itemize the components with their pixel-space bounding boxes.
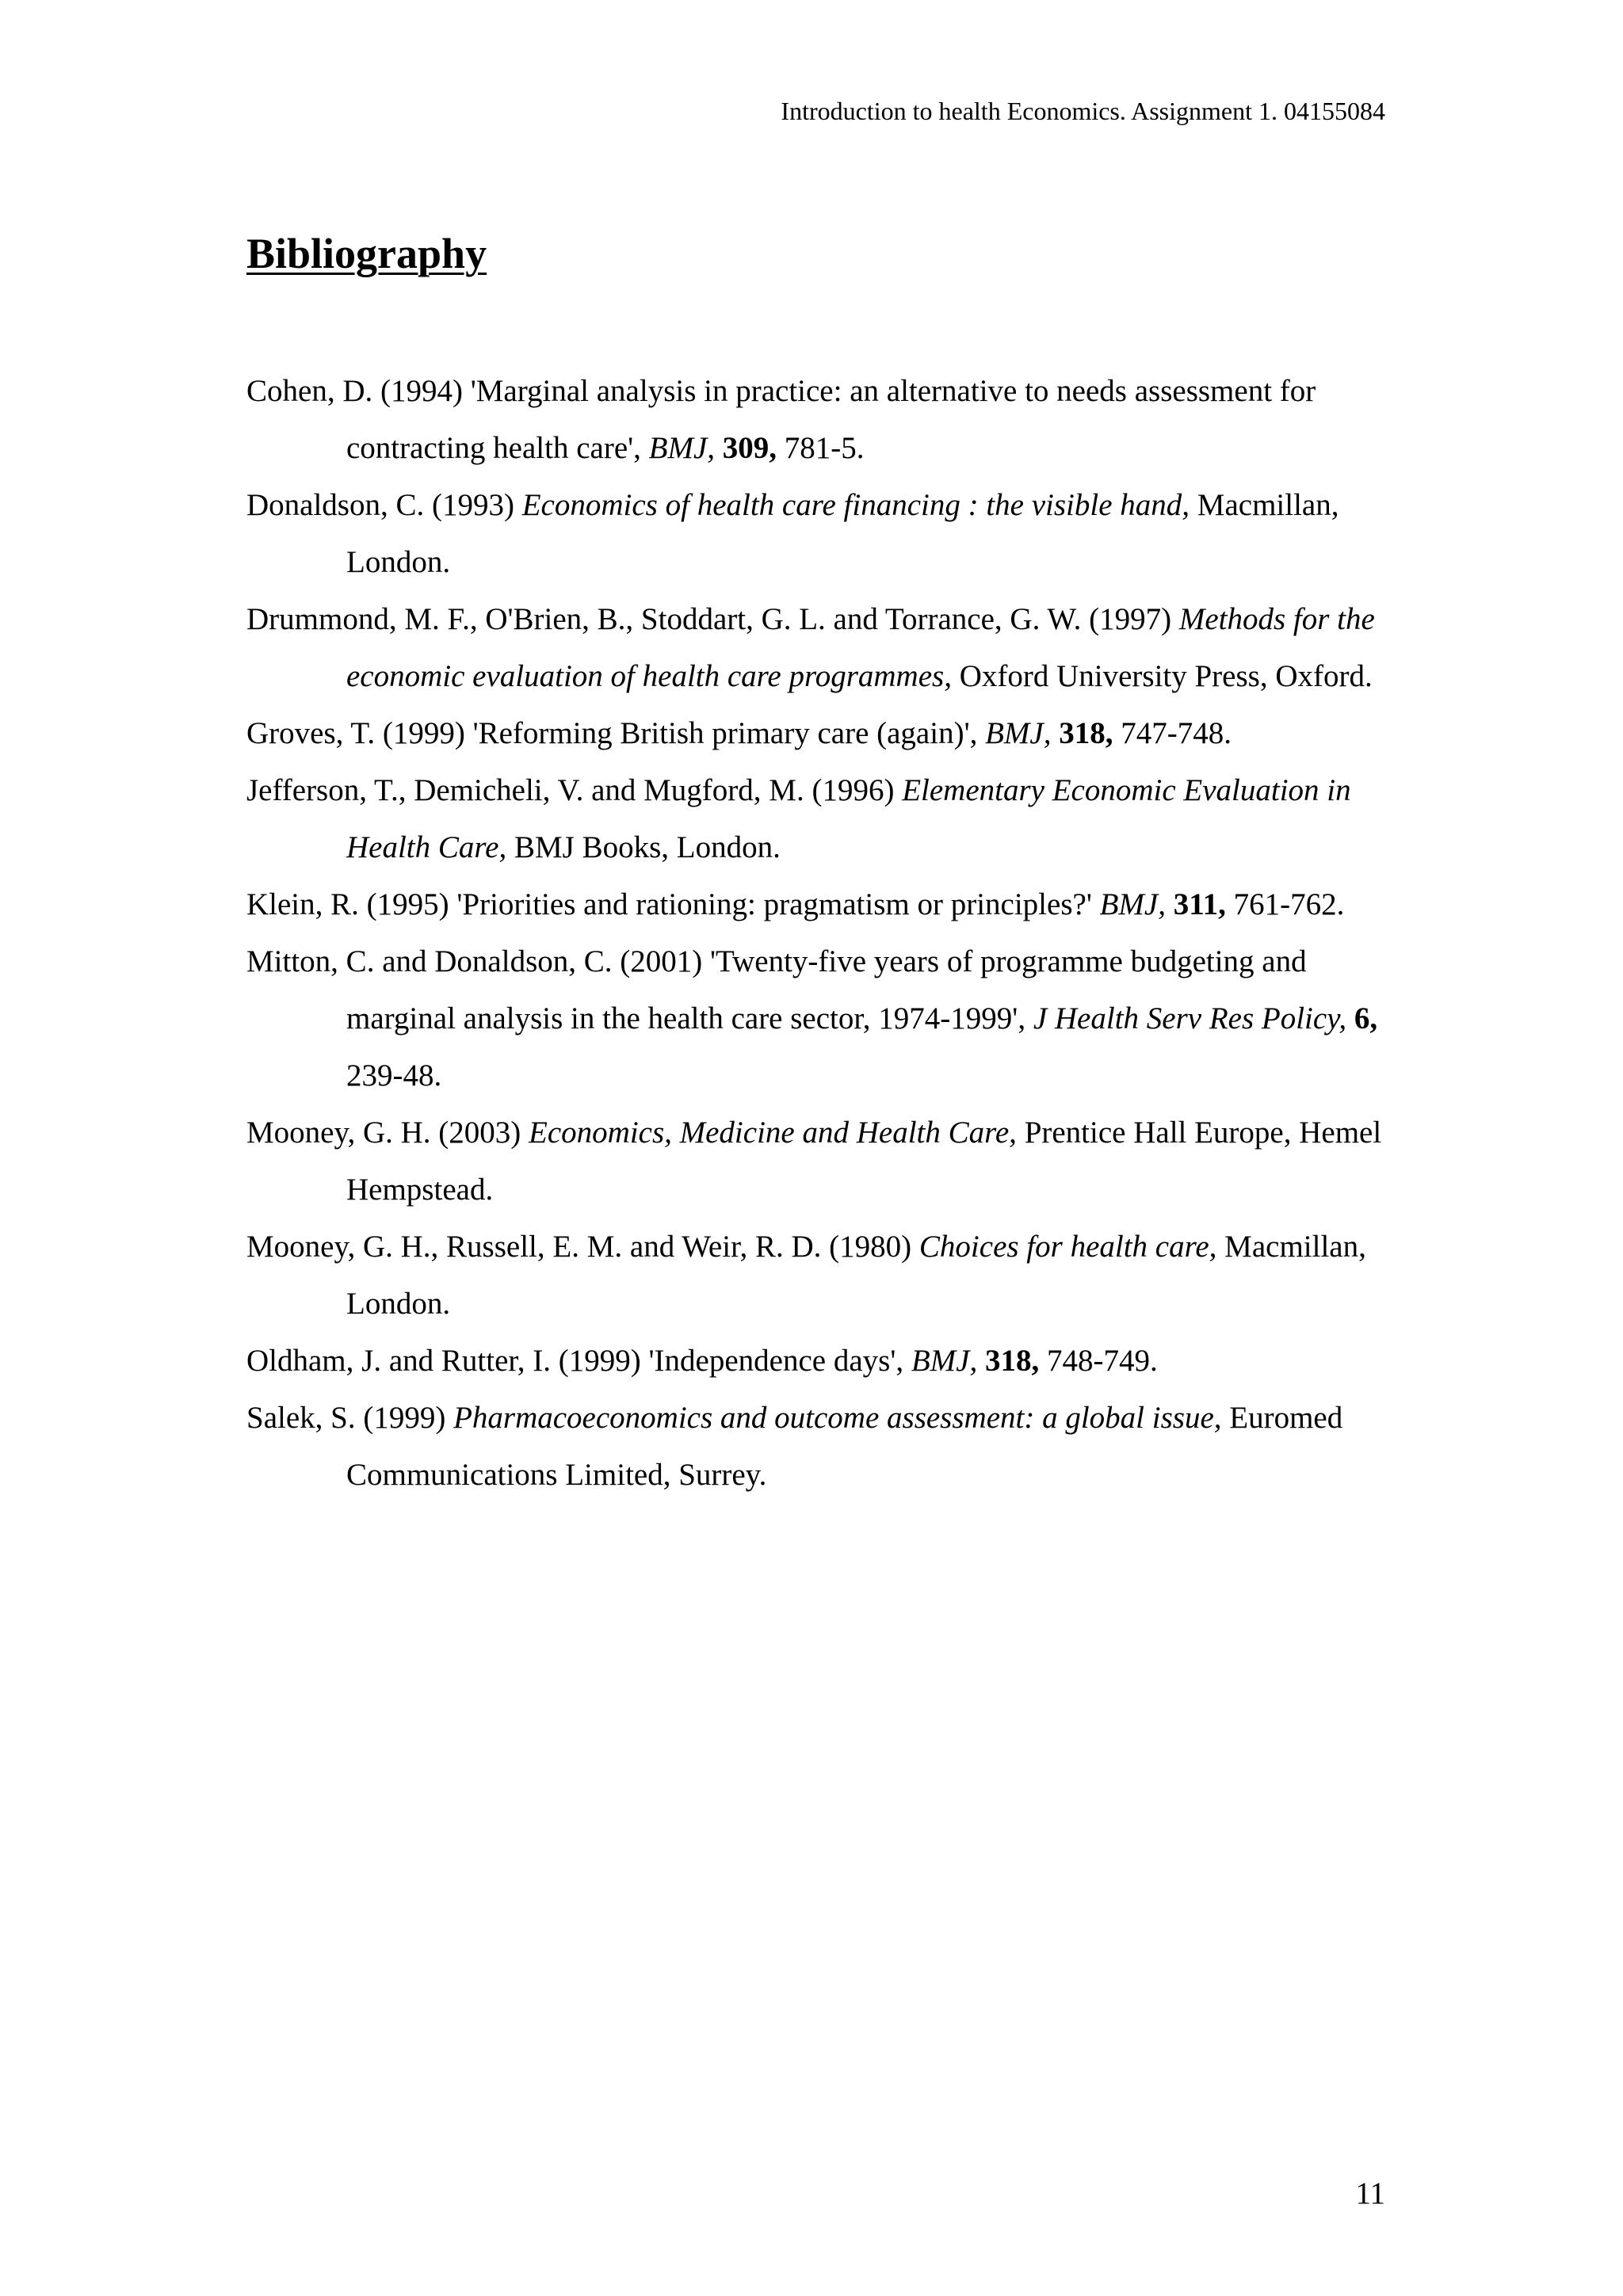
entry-text: 747-748. bbox=[1113, 716, 1232, 750]
entry-text: 748-749. bbox=[1039, 1344, 1158, 1378]
volume-number: 311, bbox=[1173, 887, 1226, 921]
entry-text: Jefferson, T., Demicheli, V. and Mugford, M. (1996) bbox=[246, 773, 903, 807]
bibliography-entry bbox=[246, 1104, 1392, 1219]
book-title: Elementary Economic Evaluation in Health Care, bbox=[346, 773, 1351, 864]
journal-title: BMJ, bbox=[1099, 887, 1166, 921]
journal-title: BMJ, bbox=[985, 716, 1052, 750]
journal-title: BMJ, bbox=[911, 1344, 978, 1378]
bibliography-entry bbox=[246, 705, 1392, 762]
entry-text: Macmillan, London. bbox=[346, 488, 1339, 579]
bibliography-entry bbox=[246, 363, 1392, 477]
entry-text: Oxford University Press, Oxford. bbox=[951, 659, 1373, 693]
entry-text: Drummond, M. F., O'Brien, B., Stoddart, G. L. and Torrance, G. W. (1997) bbox=[246, 602, 1179, 636]
bibliography-entry bbox=[246, 876, 1392, 933]
journal-title: J Health Serv Res Policy, bbox=[1033, 1001, 1347, 1035]
entry-text: Euromed Communications Limited, Surrey. bbox=[346, 1401, 1343, 1492]
volume-number: 6, bbox=[1354, 1001, 1378, 1035]
book-title: Choices for health care, bbox=[918, 1230, 1217, 1264]
entry-text: Klein, R. (1995) 'Priorities and rationing: pragmatism or principles?' bbox=[246, 887, 1100, 921]
journal-title: BMJ, bbox=[648, 431, 716, 465]
entry-text: Macmillan, London. bbox=[346, 1230, 1366, 1321]
bibliography-entry bbox=[246, 477, 1392, 591]
entry-text: Donaldson, C. (1993) bbox=[246, 488, 522, 522]
entry-text bbox=[977, 1344, 985, 1378]
book-title: Economics of health care financing : the visible hand, bbox=[521, 488, 1190, 522]
book-title: Economics, Medicine and Health Care, bbox=[529, 1116, 1017, 1150]
entry-text: Groves, T. (1999) 'Reforming British primary care (again)', bbox=[246, 716, 986, 750]
page-number: 11 bbox=[1355, 2176, 1385, 2210]
book-title: Pharmacoeconomics and outcome assessment: a global issue, bbox=[453, 1401, 1222, 1435]
bibliography-entry bbox=[246, 591, 1392, 705]
volume-number: 318, bbox=[1059, 716, 1113, 750]
entry-text: Cohen, D. (1994) 'Marginal analysis in practice: an alternative to needs assessment for contracting health care', bbox=[246, 374, 1316, 465]
entry-text bbox=[1166, 887, 1174, 921]
book-title: Methods for the economic evaluation of health care programmes, bbox=[346, 602, 1375, 693]
entry-text bbox=[1346, 1001, 1354, 1035]
entry-text: Mitton, C. and Donaldson, C. (2001) 'Twenty-five years of programme budgeting and marginal analysis in the health care sector, 1974-1999', bbox=[246, 944, 1307, 1035]
entry-text: Mooney, G. H. (2003) bbox=[246, 1116, 529, 1150]
bibliography-entry bbox=[246, 933, 1392, 1104]
volume-number: 318, bbox=[984, 1344, 1040, 1378]
bibliography-list bbox=[246, 363, 1392, 1504]
entry-text: BMJ Books, London. bbox=[506, 830, 781, 864]
entry-text: Mooney, G. H., Russell, E. M. and Weir, R. D. (1980) bbox=[246, 1230, 919, 1264]
page-title: Bibliography bbox=[246, 230, 487, 277]
bibliography-entry bbox=[246, 1333, 1392, 1390]
bibliography-entry bbox=[246, 762, 1392, 876]
entry-text: Oldham, J. and Rutter, I. (1999) 'Independence days', bbox=[246, 1344, 911, 1378]
volume-number: 309, bbox=[722, 431, 777, 465]
bibliography-entry bbox=[246, 1390, 1392, 1504]
page-header: Introduction to health Economics. Assignment 1. 04155084 bbox=[781, 97, 1385, 125]
entry-text: Salek, S. (1999) bbox=[246, 1401, 454, 1435]
bibliography-entry bbox=[246, 1219, 1392, 1333]
entry-text: 781-5. bbox=[777, 431, 865, 465]
entry-text: Prentice Hall Europe, Hemel Hempstead. bbox=[346, 1116, 1382, 1207]
entry-text bbox=[1051, 716, 1059, 750]
entry-text: 239-48. bbox=[346, 1058, 442, 1093]
entry-text bbox=[715, 431, 723, 465]
entry-text: 761-762. bbox=[1225, 887, 1345, 921]
